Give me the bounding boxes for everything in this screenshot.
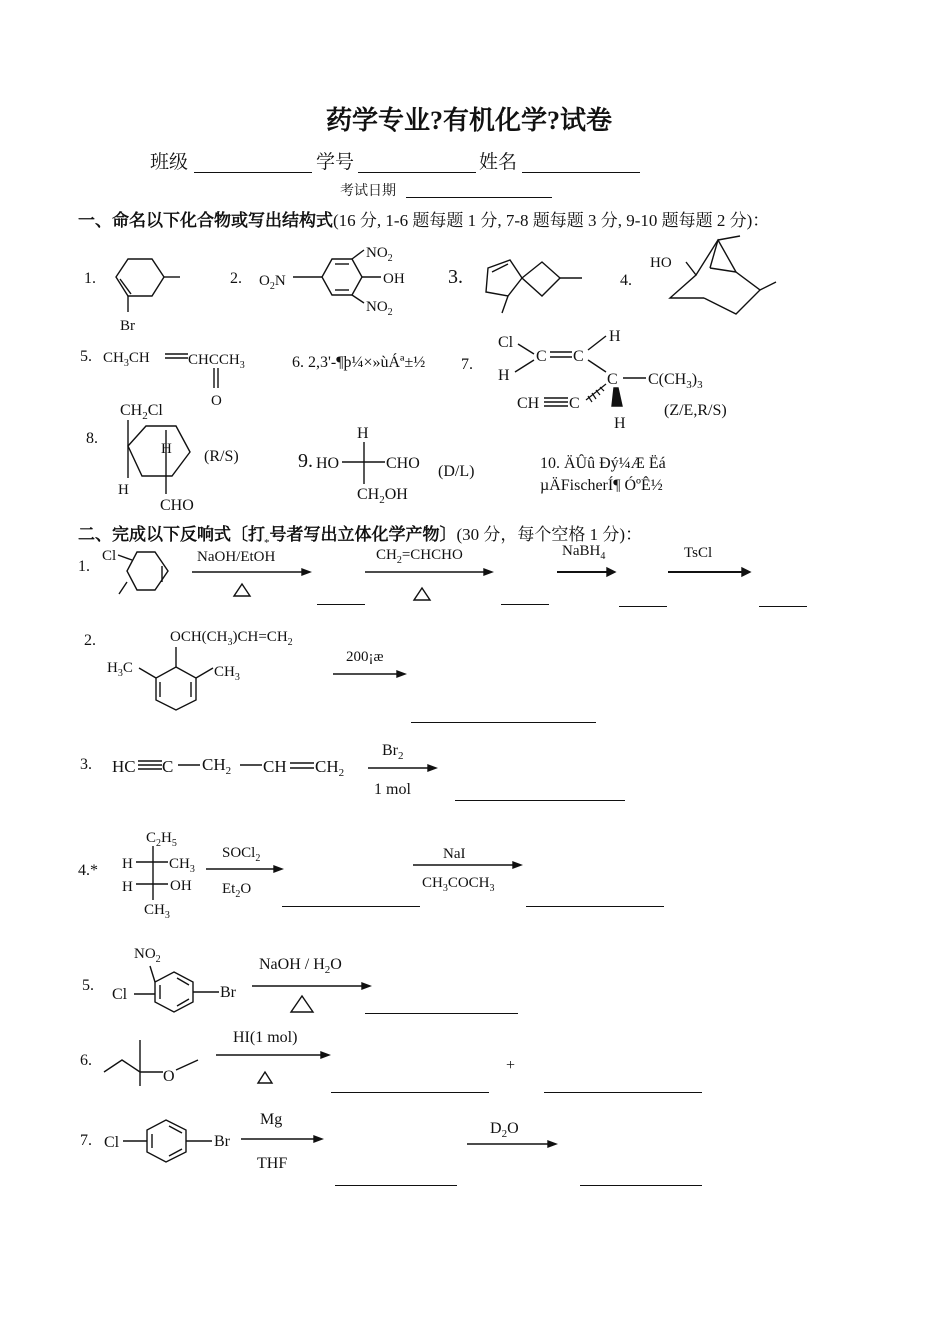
class-label: 班级 — [150, 152, 189, 173]
q2-o2n-sub: 2 — [269, 281, 275, 292]
q7-h-top: H — [609, 328, 621, 345]
r4-h-top: H — [122, 856, 133, 872]
svg-text:CH2 — [315, 757, 344, 779]
q7-cch3: C(CH — [648, 371, 687, 388]
q2-no2-top-sub: 2 — [387, 253, 393, 264]
r1-reagent3: NaBH — [562, 543, 601, 559]
svg-text:C2H5: $C_2H_5$ — [146, 830, 177, 849]
r1-heat-2 — [414, 588, 430, 600]
q9-h: H — [357, 425, 369, 442]
q8-cho: CHO — [160, 497, 194, 514]
svg-text:CH2Cl: $CH_2Cl$ — [120, 402, 163, 422]
svg-text:NaOH / H2O — [259, 956, 342, 976]
q4-number: 4. — [620, 272, 632, 289]
r5-reagent-tail: O — [330, 956, 342, 973]
svg-text:SOCl2 — [222, 845, 260, 864]
r3-s2: C — [162, 757, 174, 776]
r2-sub-top: OCH(CH — [170, 629, 228, 645]
r5-heat — [291, 996, 313, 1012]
svg-text:NO2 — [134, 946, 161, 965]
q8-stereo-note: (R/S) — [204, 448, 239, 465]
r4-reagent2-bottom: CH — [422, 875, 443, 891]
q10-text-line1: 10. ÄÛû Ðý¼Æ Ëá — [540, 455, 666, 472]
r4-c2h5-sub5: 5 — [171, 838, 177, 849]
q9-ch2oh-sub: 2 — [379, 494, 385, 506]
q4-ho-label: HO — [650, 255, 672, 271]
q6-text: 6. 2,3'-¶þ¼×»ùÁª±½ — [292, 354, 426, 371]
student-id-label: 学号 — [316, 152, 355, 173]
r7-reagent2: D — [490, 1120, 502, 1137]
q1-br-label: Br — [120, 318, 135, 334]
r7-reagent2-sub: 2 — [501, 1128, 508, 1140]
r3-s3: CH — [202, 755, 226, 774]
r2-h3c: H — [107, 660, 118, 676]
r2-sub-top-tail: )CH=CH — [232, 629, 288, 645]
section1-heading-title: 一、命名以下化合物或写出结构式 — [78, 211, 333, 230]
r1-number: 1. — [78, 558, 90, 575]
r1-scheme — [102, 543, 750, 600]
r5-no2: NO — [134, 946, 156, 962]
r4-scheme — [122, 830, 521, 921]
r7-reagent1-top: Mg — [260, 1111, 283, 1128]
r2-scheme — [107, 629, 405, 710]
q5-number: 5. — [80, 348, 92, 365]
r3-number: 3. — [80, 756, 92, 773]
q7-c3: C — [607, 371, 618, 388]
r5-number: 5. — [82, 977, 94, 994]
q8-number: 8. — [86, 430, 98, 447]
svg-text:CH3 — [214, 664, 240, 683]
q7-h-left: H — [498, 367, 510, 384]
r2-h3c-sub: 3 — [117, 668, 123, 679]
r4-reagent2-sub2: 3 — [489, 883, 495, 894]
q5-ch3-c: CH — [103, 350, 124, 366]
r2-ch3-sub: 3 — [234, 672, 240, 683]
r4-c2h5-sub2: 2 — [156, 838, 162, 849]
q7-c2: C — [573, 348, 584, 365]
svg-text:D2O — [490, 1120, 519, 1140]
q3-number: 3. — [448, 266, 463, 288]
r4-reagent1-sub: 2 — [255, 853, 261, 864]
r3-s5-sub: 2 — [338, 767, 345, 779]
r7-number: 7. — [80, 1132, 92, 1149]
q9-ch2oh: CH — [357, 486, 380, 503]
r4-reagent2-top: NaI — [443, 846, 466, 862]
r2-sub-top-sub2: 2 — [287, 637, 293, 648]
q10-text-line2: µÄFischerÍ¶ ÓºÊ½ — [540, 477, 663, 494]
q1-number: 1. — [84, 270, 96, 287]
r1-reagent1: NaOH/EtOH — [197, 549, 276, 565]
exam-date-label: 考试日期 — [340, 184, 396, 199]
q7-c1: C — [536, 348, 547, 365]
section1-heading-note: (16 分, 1-6 题每题 1 分, 7-8 题每题 3 分, 9-10 题每题 2 分)： — [333, 211, 770, 230]
svg-text:C(CH3)3: $C(CH_3)_3$ — [648, 371, 703, 391]
r4-reagent1-bottom: Et — [222, 881, 236, 897]
r4-ch3-right-sub: 3 — [189, 864, 195, 875]
r4-h-bottom: H — [122, 879, 133, 895]
r5-scheme — [112, 946, 370, 1012]
q2-oh-label: OH — [383, 271, 405, 287]
svg-text:CH3COCH3: $CH_3COCH_3$ — [422, 875, 495, 894]
r6-heat — [258, 1072, 272, 1083]
q5-o-label: O — [211, 393, 222, 409]
svg-text:H3C: $H_3C$ — [107, 660, 133, 679]
r5-br: Br — [220, 984, 236, 1001]
q2-o2n-n: N — [274, 273, 286, 289]
q7-c4: C — [569, 395, 580, 412]
q7-number: 7. — [461, 356, 473, 373]
q2-no2-top: NO — [366, 245, 388, 261]
r5-no2-sub: 2 — [155, 954, 161, 965]
exam-title: 药学专业?有机化学?试卷 — [326, 106, 613, 135]
r7-br: Br — [214, 1133, 230, 1150]
r3-s5: CH — [315, 757, 339, 776]
q9-config-note: (D/L) — [438, 463, 475, 480]
q7-cch3-sub2: 3 — [697, 379, 703, 391]
r4-reagent1-bottom-sub: 2 — [235, 889, 241, 900]
q5-chcch: CHCCH — [188, 352, 240, 368]
r1-reagent3-sub: 4 — [600, 551, 606, 562]
svg-text:Et2O: $Et_2O$ — [222, 881, 252, 900]
section2-heading-note: (30 分，每个空格 1 分)： — [456, 525, 643, 544]
q2-o2n-o: O — [259, 273, 270, 289]
r2-reagent: 200¡æ — [346, 649, 384, 665]
q7-cl-label: Cl — [498, 334, 514, 351]
r3-s1: HC — [112, 757, 136, 776]
r3-reagent-bottom: 1 mol — [374, 781, 411, 798]
q7-cch3-sub: 3 — [686, 379, 692, 391]
q7-h-bottom: H — [614, 415, 626, 432]
r1-reagent2-tail: =CHCHO — [401, 547, 463, 563]
r7-reagent1-bottom: THF — [257, 1155, 288, 1172]
r2-number: 2. — [84, 632, 96, 649]
section2-heading-title2: 号者写出立体化学产物〕 — [269, 525, 457, 544]
q8-ch2cl: CH — [120, 402, 143, 419]
r4-reagent1-top: SOCl — [222, 845, 256, 861]
r4-ch3-bottom: CH — [144, 902, 165, 918]
q7-ch: CH — [517, 395, 540, 412]
svg-text:CH2 — [202, 755, 231, 777]
r4-ch3-right: CH — [169, 856, 190, 872]
r5-reagent: NaOH / H — [259, 956, 325, 973]
svg-text:NaBH4 — [562, 543, 605, 562]
r6-number: 6. — [80, 1052, 92, 1069]
r3-s3-sub: 2 — [225, 765, 232, 777]
r5-cl: Cl — [112, 986, 128, 1003]
q2-no2-bottom: NO — [366, 299, 388, 315]
q8-h-left: H — [118, 482, 129, 498]
svg-text:CH3 — [144, 902, 170, 921]
r4-c2h5: C — [146, 830, 157, 846]
q9-number: 9. — [298, 450, 313, 472]
r1-reagent4: TsCl — [684, 545, 713, 561]
q2-no2-bottom-sub: 2 — [387, 307, 393, 318]
q9-ho: HO — [316, 455, 340, 472]
r3-s4: CH — [263, 757, 287, 776]
q5-ch-tail: CH — [128, 350, 150, 366]
r6-reagent: HI(1 mol) — [233, 1029, 298, 1046]
name-label: 姓名 — [479, 152, 518, 173]
q5-ch3-sub: 3 — [123, 358, 129, 369]
r7-reagent2-tail: O — [507, 1120, 519, 1137]
r6-o: O — [163, 1068, 175, 1085]
q8-ch2cl-sub: 2 — [142, 410, 148, 422]
r1-reagent2-sub: 2 — [396, 555, 402, 566]
r4-ch3-bottom-sub: 3 — [164, 910, 170, 921]
svg-text:Br2 — [382, 742, 404, 762]
r6-plus: + — [506, 1057, 516, 1074]
svg-text:CH2=CHCHO — [376, 547, 463, 566]
svg-text:CH2OH: $CH_2OH$ — [357, 486, 408, 506]
r4-reagent2-sub1: 3 — [442, 883, 448, 894]
r3-reagent-top: Br — [382, 742, 398, 759]
r4-number: 4.* — [78, 862, 98, 879]
q9-cho: CHO — [386, 455, 420, 472]
q7-stereo-note: (Z/E,R/S) — [664, 402, 727, 419]
r6-scheme — [104, 1029, 515, 1086]
r1-cl-label: Cl — [102, 548, 117, 564]
r7-cl: Cl — [104, 1134, 120, 1151]
svg-text:OCH(CH3)CH=CH2 — [170, 629, 293, 648]
r2-sub-top-sub: 3 — [227, 637, 233, 648]
section2-heading-title: 二、完成以下反响式〔打 — [78, 525, 265, 544]
q2-number: 2. — [230, 270, 242, 287]
r7-scheme — [104, 1111, 556, 1172]
q5-chcch-sub: 3 — [239, 360, 245, 371]
r1-heat-1 — [234, 584, 250, 596]
q8-h-right: H — [161, 441, 172, 457]
r5-reagent-sub: 2 — [324, 964, 331, 976]
r4-oh: OH — [170, 878, 192, 894]
section2-heading-mark: * — [264, 537, 270, 549]
r2-ch3: CH — [214, 664, 235, 680]
r3-scheme — [112, 742, 436, 798]
r3-reagent-sub: 2 — [398, 750, 404, 762]
r1-reagent2: CH — [376, 547, 397, 563]
svg-text:CH3 — [169, 856, 195, 875]
